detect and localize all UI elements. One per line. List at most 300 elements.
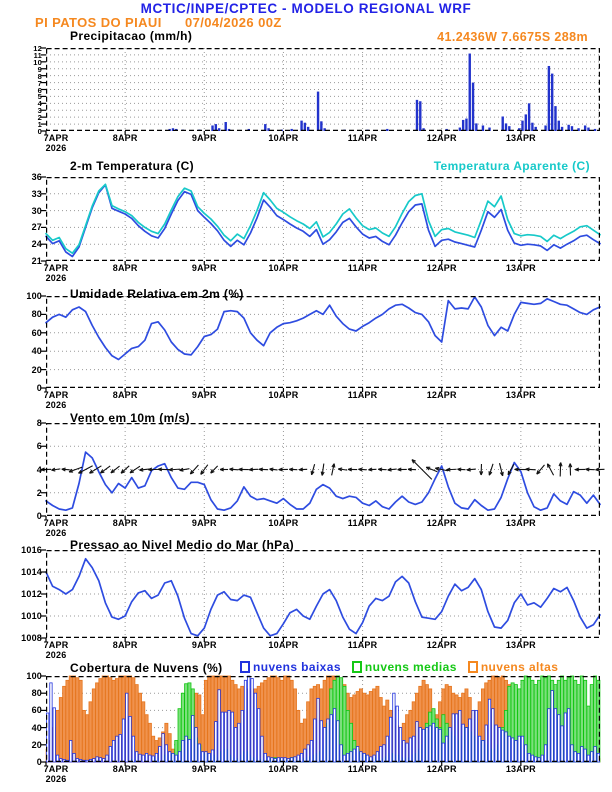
cloud-bar — [138, 693, 141, 762]
cloud-bar — [172, 753, 174, 762]
cloud-bar — [89, 702, 92, 762]
x-tick-label: 10APR — [268, 518, 299, 528]
cloud-bar — [294, 757, 296, 762]
cloud-bar — [280, 680, 283, 762]
x-year-label: 2026 — [45, 273, 67, 283]
cloud-bar — [525, 745, 527, 762]
cloud-bar — [267, 678, 270, 762]
cloud-bar — [518, 736, 520, 762]
cloud-bar — [105, 676, 108, 762]
x-tick-label: 11APR — [347, 133, 378, 143]
y-tick-label: 8 — [37, 71, 42, 81]
precip-bar — [317, 92, 319, 131]
cloud-bar — [290, 680, 293, 762]
cloud-bar — [287, 676, 290, 762]
cloud-bar — [307, 745, 309, 762]
x-tick-label: 12APR — [426, 640, 457, 650]
cloud-bar — [119, 734, 121, 762]
y-tick-label: 0 — [37, 127, 42, 136]
cloud-bar — [449, 728, 451, 762]
cloud-bar — [376, 752, 378, 762]
legend-swatch-icon — [468, 661, 478, 673]
cloud-bar — [386, 736, 388, 762]
cloud-bar — [571, 745, 573, 762]
cloud-bar — [201, 752, 203, 762]
x-tick-label: 9APR — [191, 263, 217, 273]
cloud-bar — [323, 728, 325, 762]
precip-bar — [521, 121, 523, 131]
cloud-bar — [383, 745, 385, 762]
cloud-bar — [284, 676, 287, 762]
cloud-bar — [66, 680, 69, 762]
cloud-bar — [205, 752, 207, 762]
y-tick-label: 36 — [31, 172, 42, 182]
panel-title-humidity: Umidade Relativa em 2m (%) — [70, 287, 244, 301]
cloud-bar — [393, 693, 395, 762]
clouds-plot — [46, 676, 600, 762]
cloud-bar — [350, 752, 352, 762]
cloud-bar — [469, 719, 471, 762]
cloud-bar — [109, 747, 111, 762]
cloud-bar — [159, 747, 161, 762]
cloud-bar — [277, 758, 279, 762]
cloud-bar — [320, 721, 322, 762]
precipitation-plot — [46, 48, 600, 131]
cloud-bar — [591, 752, 593, 762]
cloud-bar — [548, 709, 550, 762]
x-tick-label: 8APR — [112, 390, 138, 400]
precip-bar — [551, 74, 553, 131]
y-tick-label: 24 — [31, 239, 42, 250]
cloud-bar — [541, 676, 544, 762]
cloud-bar — [56, 710, 59, 762]
cloud-bar — [228, 710, 230, 762]
cloud-bar — [310, 741, 312, 763]
y-tick-label: 20 — [31, 364, 42, 375]
cloud-bar — [195, 728, 197, 762]
panel-title-clouds: Cobertura de Nuvens (%) — [70, 661, 223, 675]
y-tick-label: 1010 — [21, 611, 42, 621]
y-tick-label: 7 — [37, 78, 42, 88]
cloud-bar — [162, 734, 164, 762]
cloud-bar — [277, 678, 280, 762]
y-tick-label: 100 — [26, 291, 42, 301]
x-tick-label: 11APR — [347, 390, 378, 400]
x-year-label: 2026 — [45, 143, 67, 153]
cloud-bar — [248, 676, 250, 762]
cloud-bar — [478, 736, 480, 762]
cloud-bar — [505, 732, 507, 762]
y-tick-label: 0 — [36, 383, 42, 393]
x-tick-label: 11APR — [347, 764, 378, 774]
precip-bar — [300, 121, 302, 131]
cloud-bar — [389, 717, 391, 762]
precip-bar — [225, 122, 227, 131]
panel-title-wind: Vento em 10m (m/s) — [70, 411, 190, 425]
cloud-bar — [178, 752, 180, 762]
cloud-bar — [129, 716, 131, 762]
wind-arrow-head — [503, 472, 504, 476]
y-tick-label: 4 — [36, 464, 42, 475]
legend-swatch-icon — [240, 661, 250, 673]
cloud-bar — [488, 699, 490, 762]
wind-plot — [46, 423, 600, 516]
cloud-bar — [452, 714, 454, 762]
panel-title-precipitation: Precipitacao (mm/h) — [70, 29, 193, 43]
cloud-bar — [574, 680, 577, 762]
cloud-bar — [462, 724, 464, 762]
x-tick-label: 9APR — [191, 518, 217, 528]
cloud-bar — [528, 678, 531, 762]
data-line — [46, 185, 600, 257]
y-tick-label: 40 — [31, 346, 42, 357]
cloud-bar — [241, 710, 243, 762]
cloud-bar — [304, 749, 306, 762]
cloud-bar — [426, 728, 428, 762]
temperature-svg — [46, 177, 600, 261]
x-year-label: 2026 — [45, 400, 67, 410]
precip-bar — [482, 125, 484, 131]
x-tick-label: 10APR — [268, 390, 299, 400]
x-tick-label: 8APR — [112, 518, 138, 528]
y-tick-label: 30 — [31, 205, 42, 216]
precip-bar — [571, 126, 573, 131]
precip-bar — [528, 103, 530, 131]
cloud-bar — [485, 725, 487, 762]
cloud-bar — [135, 752, 137, 762]
precip-bar — [304, 123, 306, 131]
wind-arrow — [508, 464, 514, 475]
cloud-bar — [274, 676, 277, 762]
cloud-bar — [168, 752, 170, 762]
cloud-bar — [126, 693, 128, 762]
x-tick-label: 10APR — [268, 764, 299, 774]
x-tick-label: 7APR — [43, 390, 69, 400]
temperature-plot — [46, 177, 600, 261]
legend-item — [352, 660, 457, 674]
x-tick-label: 11APR — [347, 263, 378, 273]
y-tick-label: 11 — [33, 50, 42, 60]
x-tick-label: 8APR — [112, 133, 138, 143]
y-tick-label: 5 — [37, 92, 42, 102]
cloud-bar — [369, 691, 372, 762]
cloud-bar — [327, 719, 329, 762]
cloud-bar — [380, 747, 382, 762]
y-tick-label: 1014 — [21, 567, 42, 577]
station-name: PI PATOS DO PIAUI — [35, 15, 162, 30]
x-tick-label: 13APR — [505, 640, 536, 650]
x-tick-label: 8APR — [112, 263, 138, 273]
cloud-bar — [211, 750, 213, 762]
x-tick-label: 7APR — [43, 263, 69, 273]
cloud-bar — [577, 753, 579, 762]
cloud-bar — [99, 679, 102, 762]
x-tick-label: 7APR — [43, 640, 69, 650]
cloud-bar — [225, 712, 227, 762]
cloud-bar — [594, 747, 596, 762]
x-tick-label: 13APR — [505, 263, 536, 273]
cloud-bar — [254, 693, 256, 762]
cloud-bar — [155, 753, 157, 762]
wind-arrow-head — [180, 470, 184, 471]
cloud-bar — [439, 729, 441, 762]
precip-bar — [386, 129, 388, 131]
cloud-bar — [416, 722, 418, 762]
x-tick-label: 10APR — [268, 263, 299, 273]
cloud-bar — [238, 723, 240, 762]
cloud-bar — [337, 721, 339, 762]
cloud-bar — [482, 741, 484, 763]
cloud-bar — [76, 678, 79, 762]
y-tick-label: 27 — [31, 222, 42, 233]
wind-arrow-head — [51, 470, 55, 471]
plot-frame — [47, 178, 600, 261]
cloud-bar — [50, 683, 52, 762]
cloud-bar — [528, 753, 530, 762]
data-line — [46, 297, 600, 360]
x-tick-label: 11APR — [347, 640, 378, 650]
cloud-bar — [46, 713, 48, 762]
cloud-bar — [72, 676, 75, 762]
cloud-bar — [567, 709, 569, 762]
y-tick-label: 4 — [37, 99, 42, 109]
cloud-bar — [340, 745, 342, 762]
y-tick-label: 80 — [31, 688, 42, 699]
x-tick-label: 7APR — [43, 764, 69, 774]
cloud-bar — [208, 753, 210, 762]
data-line — [46, 559, 600, 636]
y-tick-label: 33 — [31, 188, 42, 199]
cloud-bar — [149, 755, 151, 762]
cloud-bar — [455, 714, 457, 762]
cloud-bar — [363, 753, 365, 762]
x-year-label: 2026 — [45, 528, 67, 538]
y-tick-label: 1 — [37, 120, 42, 130]
cloud-bar — [356, 747, 358, 762]
cloud-bar — [544, 745, 546, 762]
precip-bar — [459, 128, 461, 131]
y-tick-label: 1008 — [21, 633, 42, 643]
cloud-bar — [432, 723, 434, 762]
precip-bar — [320, 121, 322, 131]
cloud-bar — [182, 741, 184, 763]
cloud-legend — [240, 660, 558, 674]
panel-title-temperature: 2-m Temperatura (C) — [70, 159, 195, 173]
precip-bar — [218, 128, 220, 131]
legend-swatch-icon — [352, 661, 362, 673]
cloud-bar — [373, 689, 376, 762]
x-year-label: 2026 — [45, 650, 67, 660]
clouds-svg — [46, 676, 600, 762]
cloud-bar — [409, 738, 411, 762]
wind-arrow — [101, 466, 111, 473]
cloud-bar — [188, 740, 190, 762]
cloud-bar — [264, 680, 267, 762]
legend-label: nuvens baixas — [253, 660, 341, 674]
y-tick-label: 1016 — [21, 545, 42, 555]
cloud-bar — [53, 708, 55, 762]
humidity-plot — [46, 296, 600, 388]
x-tick-label: 7APR — [43, 133, 69, 143]
run-datetime: 07/04/2026 00Z — [185, 15, 282, 30]
cloud-bar — [445, 736, 447, 762]
cloud-bar — [198, 744, 200, 762]
precip-bar — [525, 114, 527, 131]
precip-bar — [290, 129, 292, 131]
x-tick-label: 13APR — [505, 133, 536, 143]
legend-label: nuvens medias — [364, 660, 457, 674]
cloud-bar — [208, 676, 211, 762]
cloud-bar — [558, 715, 560, 762]
wind-svg — [46, 423, 600, 516]
cloud-bar — [261, 736, 263, 762]
cloud-bar — [73, 753, 75, 762]
cloud-bar — [112, 741, 114, 763]
cloud-bar — [142, 702, 145, 762]
y-tick-label: 60 — [31, 327, 42, 338]
precip-bar — [419, 101, 421, 131]
precip-bar — [465, 119, 467, 131]
x-year-label: 2026 — [45, 774, 67, 784]
cloud-bar — [251, 679, 253, 762]
cloud-bar — [70, 741, 72, 763]
x-tick-label: 9APR — [191, 390, 217, 400]
cloud-bar — [363, 693, 366, 762]
x-tick-label: 12APR — [426, 764, 457, 774]
pressure-plot — [46, 550, 600, 638]
cloud-bar — [330, 715, 332, 762]
x-tick-label: 9APR — [191, 764, 217, 774]
cloud-bar — [244, 680, 246, 762]
cloud-bar — [541, 755, 543, 762]
wind-arrow — [547, 464, 553, 475]
cloud-bar — [412, 736, 414, 762]
cloud-bar — [534, 685, 537, 762]
cloud-bar — [551, 691, 553, 762]
cloud-bar — [403, 741, 405, 763]
y-tick-label: 12 — [33, 44, 42, 53]
x-tick-label: 10APR — [268, 133, 299, 143]
precip-bar — [416, 100, 418, 131]
precip-bar — [594, 129, 596, 131]
cloud-bar — [366, 695, 369, 762]
cloud-bar — [192, 716, 194, 762]
cloud-bar — [564, 713, 566, 762]
cloud-bar — [574, 752, 576, 762]
y-tick-label: 6 — [36, 441, 42, 452]
cloud-bar — [347, 753, 349, 762]
cloud-bar — [300, 753, 302, 762]
precip-bar — [548, 66, 550, 131]
precip-bar — [502, 116, 504, 131]
cloud-bar — [399, 728, 401, 762]
x-tick-label: 11APR — [347, 518, 378, 528]
cloud-bar — [495, 725, 497, 762]
x-tick-label: 10APR — [268, 640, 299, 650]
precip-bar — [554, 106, 556, 131]
cloud-bar — [419, 728, 421, 762]
precip-bar — [558, 121, 560, 131]
cloud-bar — [92, 689, 95, 762]
cloud-bar — [577, 685, 580, 762]
cloud-bar — [135, 685, 138, 762]
cloud-bar — [590, 685, 593, 762]
cloud-bar — [511, 738, 513, 762]
cloud-bar — [218, 690, 220, 762]
app-title: MCTIC/INPE/CPTEC - MODELO REGIONAL WRF — [140, 1, 472, 16]
cloud-bar — [422, 729, 424, 762]
cloud-bar — [221, 712, 223, 762]
cloud-bar — [581, 747, 583, 762]
cloud-bar — [79, 680, 82, 762]
cloud-bar — [429, 726, 431, 762]
cloud-bar — [587, 706, 590, 762]
cloud-bar — [314, 719, 316, 762]
cloud-bar — [537, 680, 540, 762]
cloud-bar — [502, 730, 504, 762]
precip-bar — [531, 123, 533, 131]
cloud-bar — [215, 722, 217, 762]
cloud-bar — [475, 710, 477, 762]
precip-bar — [472, 83, 474, 131]
x-tick-label: 12APR — [426, 390, 457, 400]
x-tick-label: 12APR — [426, 133, 457, 143]
cloud-bar — [86, 715, 89, 762]
legend-label: nuvens altas — [480, 660, 559, 674]
cloud-bar — [333, 709, 335, 762]
cloud-bar — [561, 726, 563, 762]
cloud-bar — [165, 745, 167, 762]
cloud-bar — [360, 752, 362, 762]
y-tick-label: 2 — [37, 113, 42, 123]
cloud-bar — [234, 728, 236, 762]
cloud-bar — [116, 736, 118, 762]
y-tick-label: 9 — [37, 64, 42, 74]
y-tick-label: 10 — [33, 57, 42, 67]
y-tick-label: 60 — [31, 705, 42, 716]
y-tick-label: 100 — [26, 671, 42, 681]
cloud-bar — [521, 736, 523, 762]
cloud-bar — [257, 709, 259, 762]
precip-bar — [469, 54, 471, 131]
cloud-bar — [376, 686, 379, 762]
y-tick-label: 80 — [31, 309, 42, 320]
cloud-bar — [465, 728, 467, 762]
x-tick-label: 9APR — [191, 640, 217, 650]
cloud-bar — [406, 743, 408, 762]
y-tick-label: 0 — [36, 757, 42, 767]
cloud-bar — [122, 719, 124, 762]
y-tick-label: 8 — [36, 418, 42, 428]
cloud-bar — [317, 698, 319, 762]
cloud-bar — [96, 683, 99, 762]
x-tick-label: 13APR — [505, 518, 536, 528]
cloud-bar — [492, 709, 494, 762]
station-coords: 41.2436W 7.6675S 288m — [437, 30, 588, 44]
x-tick-label: 13APR — [505, 390, 536, 400]
x-tick-label: 9APR — [191, 133, 217, 143]
cloud-bar — [459, 710, 461, 762]
cloud-bar — [343, 686, 346, 762]
cloud-bar — [498, 728, 500, 762]
y-tick-label: 3 — [37, 106, 42, 116]
cloud-bar — [442, 743, 444, 762]
cloud-bar — [554, 709, 556, 762]
cloud-bar — [63, 686, 66, 762]
y-tick-label: 40 — [31, 722, 42, 733]
precip-bar — [462, 120, 464, 131]
cloud-bar — [508, 736, 510, 762]
